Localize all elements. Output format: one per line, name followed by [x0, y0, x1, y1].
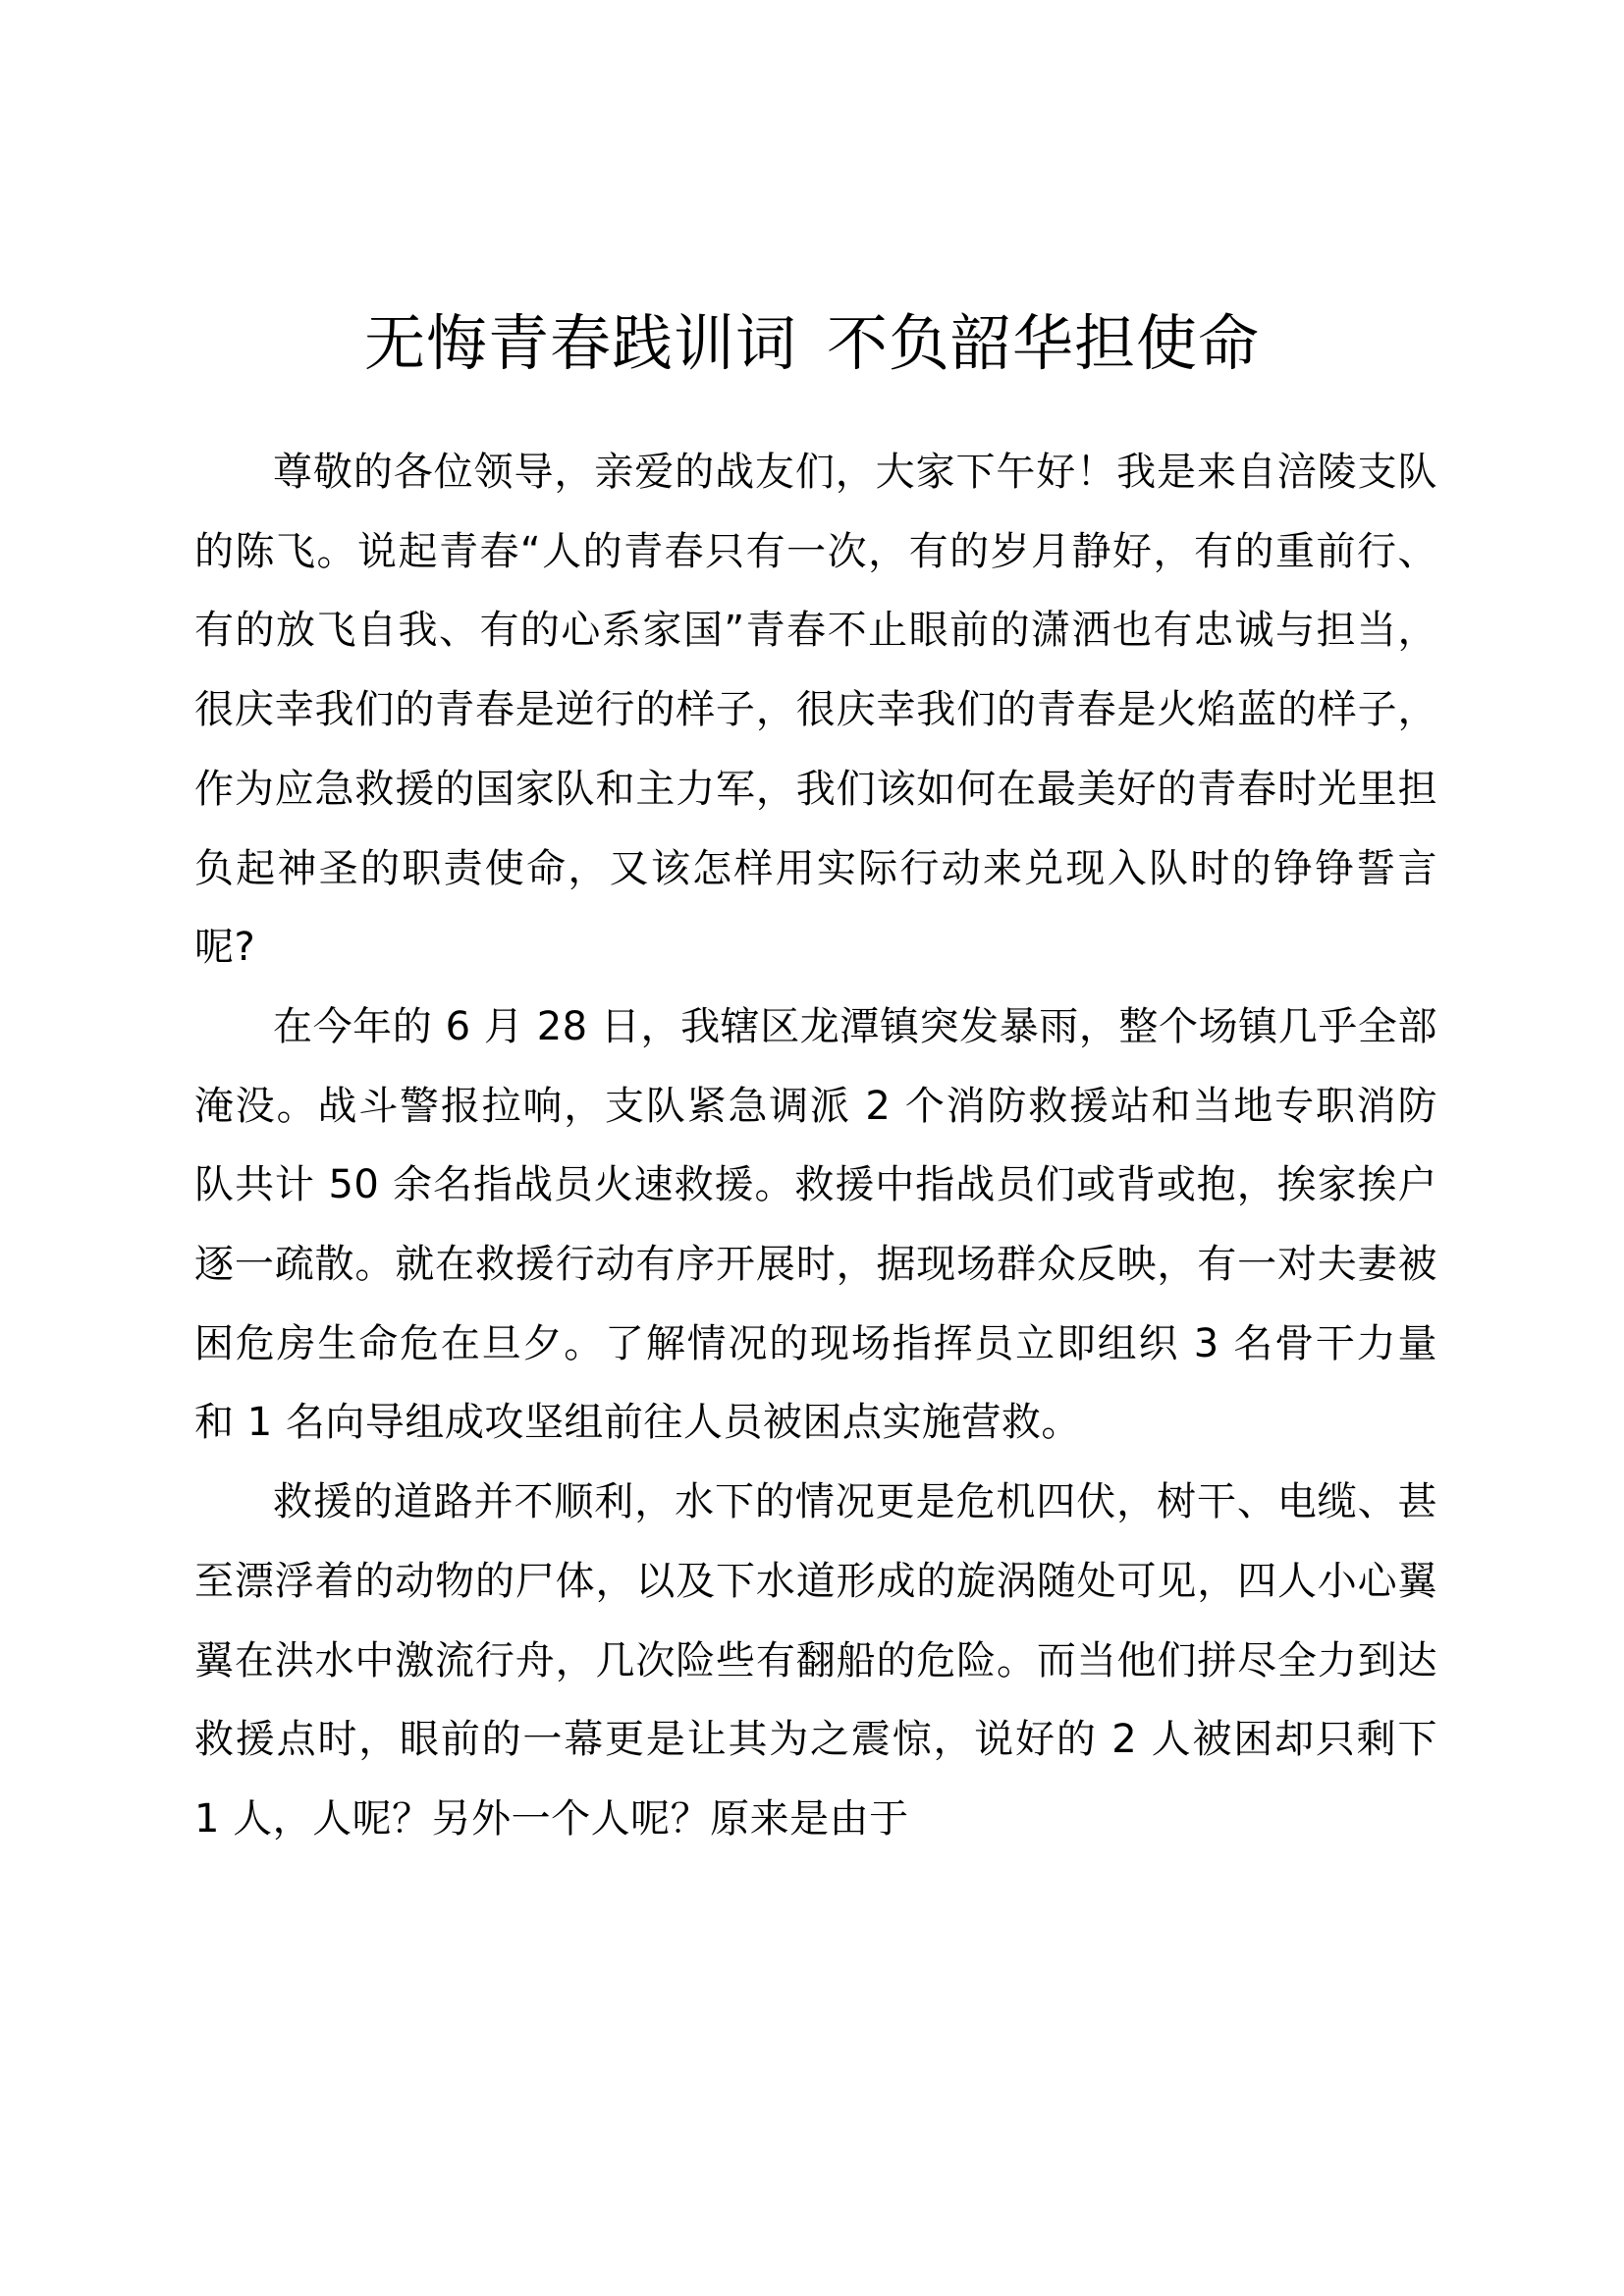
paragraph-3: 救援的道路并不顺利，水下的情况更是危机四伏，树干、电缆、甚至漂浮着的动物的尸体，以及下水道形成的旋涡随处可见，四人小心翼翼在洪水中激流行舟，几次险些有翻船的危险。而当他们拼尽全力到达救援点时，眼前的一幕更是让其为之震惊，说好的 2 人被困却只剩下 1 人，人呢？另外一个人呢？原来是由于 [194, 1479, 1437, 1842]
document-body [194, 433, 1437, 1859]
document-title [0, 302, 1624, 385]
paragraph-2: 在今年的 6 月 28 日，我辖区龙潭镇突发暴雨，整个场镇几乎全部淹没。战斗警报拉响，支队紧急调派 2 个消防救援站和当地专职消防队共计 50 余名指战员火速救援。救援中指战员们或背或抱，挨家挨户逐一疏散。就在救援行动有序开展时，据现场群众反映，有一对夫妻被困危房生命危在旦夕。了解情况的现场指挥员立即组织 3 名骨干力量和 1 名向导组成攻坚组前往人员被困点实施营救。 [194, 1003, 1437, 1446]
paragraph-1: 尊敬的各位领导，亲爱的战友们，大家下午好！我是来自涪陵支队的陈飞。说起青春“人的青春只有一次，有的岁月静好，有的重前行、有的放飞自我、有的心系家国”青春不止眼前的潇洒也有忠诚与担当，很庆幸我们的青春是逆行的样子，很庆幸我们的青春是火焰蓝的样子，作为应急救援的国家队和主力军，我们该如何在最美好的青春时光里担负起神圣的职责使命，又该怎样用实际行动来兑现入队时的铮铮誓言呢? [194, 450, 1437, 971]
title-part-2: 不负韶华担使命 [827, 307, 1261, 379]
title-part-1: 无悔青春践训词 [363, 307, 797, 379]
